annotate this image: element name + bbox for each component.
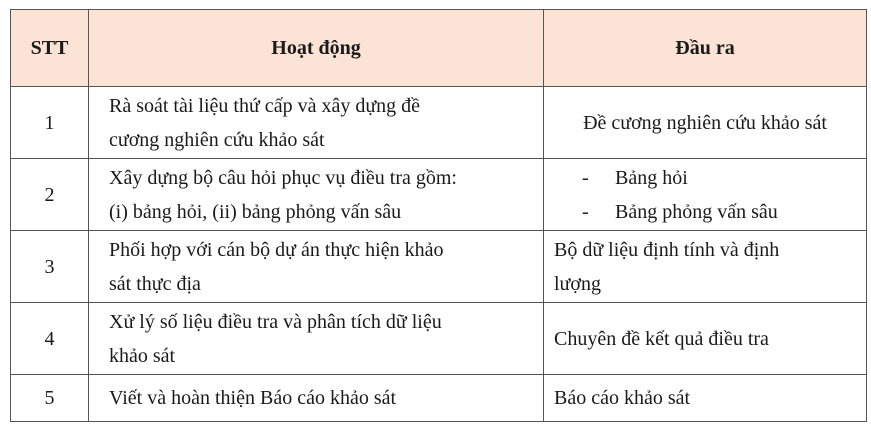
row-activity [89,303,544,375]
output-line: Báo cáo khảo sát [554,387,691,409]
output-bullet-list [554,161,856,229]
row-activity [89,159,544,231]
dash-bullet-icon: - [582,200,589,223]
row-output [544,231,867,303]
row-activity [89,231,544,303]
row-stt: 3 [11,231,89,303]
activity-line: Xử lý số liệu điều tra và phân tích dữ liệu [109,310,442,333]
row-stt: 1 [11,87,89,159]
row-output [544,375,867,422]
output-bullet-text: Bảng hỏi [615,166,688,189]
row-output [544,303,867,375]
row-activity [89,87,544,159]
activities-table [10,9,867,422]
activity-line: (i) bảng hỏi, (ii) bảng phỏng vấn sâu [109,200,402,223]
header-stt: STT [11,10,89,87]
table-row [11,87,867,159]
header-activity: Hoạt động [89,10,544,87]
row-stt: 2 [11,159,89,231]
activity-line: khảo sát [109,344,176,367]
activity-line: cương nghiên cứu khảo sát [109,128,325,151]
row-activity [89,375,544,422]
activity-line: Xây dựng bộ câu hỏi phục vụ điều tra gồm: [109,166,457,189]
output-bullet [582,161,856,195]
table-row [11,159,867,231]
header-output: Đầu ra [544,10,867,87]
output-bullet [582,195,856,229]
output-line: Chuyên đề kết quả điều tra [554,327,769,350]
output-line: Bộ dữ liệu định tính và định [554,238,780,261]
table-row [11,231,867,303]
activity-line: sát thực địa [109,272,201,295]
row-output [544,159,867,231]
row-stt: 4 [11,303,89,375]
row-stt: 5 [11,375,89,422]
dash-bullet-icon: - [582,166,589,189]
output-line: lượng [554,272,601,295]
output-line: Đề cương nghiên cứu khảo sát [583,111,827,134]
output-bullet-text: Bảng phỏng vấn sâu [615,200,778,223]
row-output [544,87,867,159]
activity-line: Phối hợp với cán bộ dự án thực hiện khảo [109,238,444,261]
activity-line: Viết và hoàn thiện Báo cáo khảo sát [109,387,397,409]
header-row [11,10,867,87]
table-row [11,303,867,375]
table-row [11,375,867,422]
activity-line: Rà soát tài liệu thứ cấp và xây dựng đề [109,94,421,117]
